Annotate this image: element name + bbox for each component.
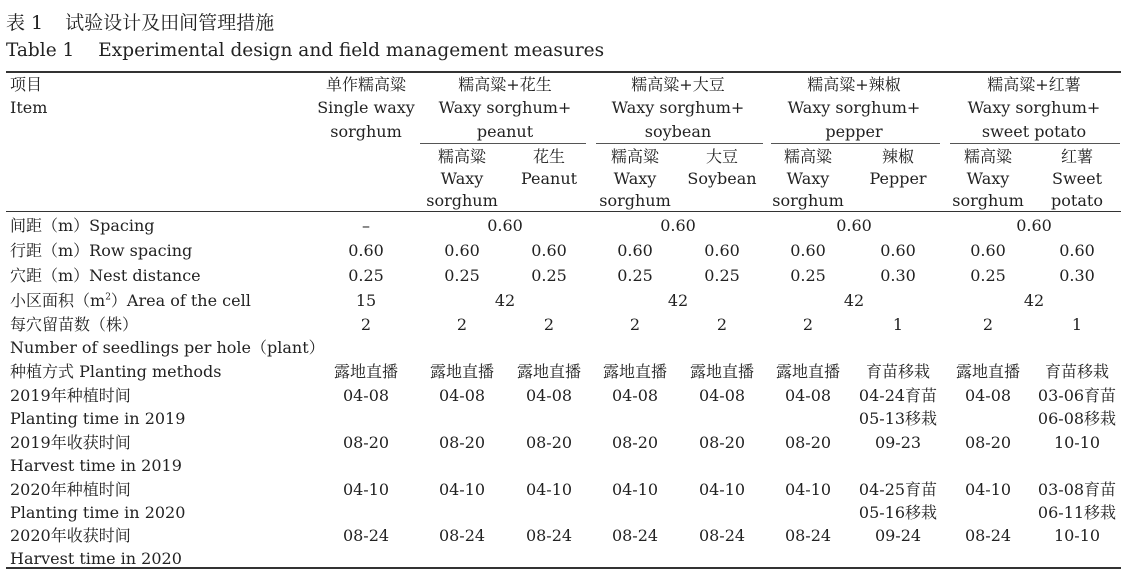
table-cell: 04-10 xyxy=(964,480,1012,499)
table-cell: 06-08移栽 xyxy=(1037,409,1117,428)
table-label-en: Table 1 xyxy=(6,40,75,61)
table-cell: 08-24 xyxy=(438,526,486,545)
header-group-en: sorghum xyxy=(330,122,402,141)
row-label xyxy=(10,289,251,312)
table-cell: 0.60 xyxy=(444,241,480,260)
row-label: 行距（m）Row spacing xyxy=(10,241,193,260)
table-cell: 09-24 xyxy=(874,526,922,545)
row-label-part: 小区面积（m xyxy=(10,291,106,310)
group-underline xyxy=(596,143,763,144)
row-label-en: Harvest time in 2020 xyxy=(10,549,182,568)
table-cell: 0.25 xyxy=(790,266,826,285)
table-cell: 0.60 xyxy=(880,241,916,260)
table-cell: 2 xyxy=(629,315,641,334)
group-underline xyxy=(950,143,1120,144)
header-group-cn: 糯高粱+辣椒 xyxy=(807,75,901,94)
table-cell: 04-08 xyxy=(964,386,1012,405)
table-cell: 1 xyxy=(892,315,904,334)
header-group-cn: 单作糯高粱 xyxy=(325,75,407,94)
group-underline xyxy=(771,143,940,144)
table-cell: 06-11移栽 xyxy=(1037,503,1117,522)
table-cell: 42 xyxy=(843,291,865,310)
table-cell: 08-24 xyxy=(964,526,1012,545)
table-cell: 08-20 xyxy=(342,433,390,452)
table-cell: 04-08 xyxy=(784,386,832,405)
table-cell: 露地直播 xyxy=(602,362,668,381)
row-label: 2020年收获时间 xyxy=(10,526,131,545)
table-cell: 0.25 xyxy=(348,266,384,285)
header-group-en: Single waxy xyxy=(317,98,415,117)
table-cell: 04-08 xyxy=(611,386,659,405)
subheader-en: Waxy xyxy=(786,169,830,188)
table-cell: 05-16移栽 xyxy=(858,503,938,522)
header-item-en: Item xyxy=(10,98,48,117)
subheader-en: potato xyxy=(1051,191,1103,210)
table-cell: 15 xyxy=(355,291,377,310)
subheader-cn: 糯高粱 xyxy=(437,147,487,166)
table-cell: 08-20 xyxy=(784,433,832,452)
table-cell: 2 xyxy=(543,315,555,334)
row-label: 种植方式 Planting methods xyxy=(10,362,222,381)
table-cell: 08-20 xyxy=(698,433,746,452)
table-cell: 露地直播 xyxy=(429,362,495,381)
table-caption-cn xyxy=(6,8,274,35)
subheader-cn: 糯高粱 xyxy=(963,147,1013,166)
table-cell: 0.30 xyxy=(880,266,916,285)
table-caption-en xyxy=(6,40,604,61)
table-cell: 08-20 xyxy=(611,433,659,452)
table-cell: 2 xyxy=(456,315,468,334)
table-cell: 2 xyxy=(982,315,994,334)
table-cell: 08-20 xyxy=(964,433,1012,452)
row-label: 2020年种植时间 xyxy=(10,480,131,499)
top-rule xyxy=(6,71,1121,73)
row-label-en: Planting time in 2020 xyxy=(10,503,186,522)
table-cell: 露地直播 xyxy=(955,362,1021,381)
subheader-en: sorghum xyxy=(772,191,844,210)
table-cell: 03-08育苗 xyxy=(1037,480,1117,499)
table-cell: 04-10 xyxy=(611,480,659,499)
table-cell: 04-10 xyxy=(784,480,832,499)
table-cell: 04-08 xyxy=(525,386,573,405)
subheader-en: Soybean xyxy=(687,169,757,188)
header-group-en: Waxy sorghum+ xyxy=(787,98,921,117)
table-cell: 04-10 xyxy=(438,480,486,499)
subheader-cn: 糯高粱 xyxy=(783,147,833,166)
table-cell: 0.30 xyxy=(1059,266,1095,285)
table-cell: 露地直播 xyxy=(775,362,841,381)
header-group-en: soybean xyxy=(644,122,712,141)
table-cell: 0.60 xyxy=(790,241,826,260)
table-cell: 2 xyxy=(360,315,372,334)
header-group-cn: 糯高粱+花生 xyxy=(458,75,552,94)
table-cell: 08-24 xyxy=(611,526,659,545)
table-cell: 露地直播 xyxy=(689,362,755,381)
table-label-cn: 表 1 xyxy=(6,12,44,34)
header-item-cn: 项目 xyxy=(10,75,43,94)
header-group-cn: 糯高粱+红薯 xyxy=(987,75,1081,94)
table-cell: 04-10 xyxy=(525,480,573,499)
table-cell: 08-24 xyxy=(342,526,390,545)
header-group-en: sweet potato xyxy=(981,122,1087,141)
table-title-en: Experimental design and field management measures xyxy=(98,40,605,61)
row-label-en: Number of seedlings per hole（plant） xyxy=(10,338,325,357)
table-cell: 0.60 xyxy=(617,241,653,260)
subheader-cn: 辣椒 xyxy=(881,147,915,166)
header-group-en: pepper xyxy=(825,122,883,141)
subheader-en: Pepper xyxy=(869,169,927,188)
header-group-cn: 糯高粱+大豆 xyxy=(631,75,725,94)
table-cell: 04-24育苗 xyxy=(858,386,938,405)
table-cell: 04-25育苗 xyxy=(858,480,938,499)
table-cell: 0.60 xyxy=(970,241,1006,260)
group-underline xyxy=(420,143,586,144)
subheader-cn: 大豆 xyxy=(705,147,739,166)
table-cell: 0.60 xyxy=(348,241,384,260)
table-cell: 育苗移栽 xyxy=(1044,362,1110,381)
row-label: 2019年种植时间 xyxy=(10,386,131,405)
table-cell: 0.60 xyxy=(836,216,872,235)
table-cell: 08-20 xyxy=(438,433,486,452)
table-cell: 露地直播 xyxy=(516,362,582,381)
row-label-en: Planting time in 2019 xyxy=(10,409,186,428)
subheader-en: Peanut xyxy=(520,169,578,188)
subheader-en: Waxy xyxy=(440,169,484,188)
table-cell: 04-08 xyxy=(342,386,390,405)
row-label: 2019年收获时间 xyxy=(10,433,131,452)
header-group-en: Waxy sorghum+ xyxy=(967,98,1101,117)
subheader-en: sorghum xyxy=(426,191,498,210)
table-cell: 2 xyxy=(716,315,728,334)
table-cell: 1 xyxy=(1071,315,1083,334)
table-cell: 04-10 xyxy=(698,480,746,499)
header-group-en: Waxy sorghum+ xyxy=(611,98,745,117)
table-cell: 08-24 xyxy=(698,526,746,545)
table-cell: 0.25 xyxy=(704,266,740,285)
table-cell: – xyxy=(362,216,370,235)
row-label: 间距（m）Spacing xyxy=(10,216,155,235)
table-cell: 0.60 xyxy=(704,241,740,260)
row-label-part: ）Area of the cell xyxy=(110,291,251,310)
table-cell: 08-24 xyxy=(525,526,573,545)
table-cell: 露地直播 xyxy=(333,362,399,381)
table-cell: 05-13移栽 xyxy=(858,409,938,428)
table-title-cn: 试验设计及田间管理措施 xyxy=(65,12,275,34)
table-cell: 42 xyxy=(667,291,689,310)
row-label-en: Harvest time in 2019 xyxy=(10,456,182,475)
table-cell: 04-08 xyxy=(438,386,486,405)
table-cell: 08-20 xyxy=(525,433,573,452)
table-cell: 42 xyxy=(494,291,516,310)
subheader-en: Waxy xyxy=(966,169,1010,188)
subheader-en: Waxy xyxy=(613,169,657,188)
subheader-en: sorghum xyxy=(599,191,671,210)
subheader-cn: 糯高粱 xyxy=(610,147,660,166)
subheader-en: Sweet xyxy=(1051,169,1103,188)
table-cell: 42 xyxy=(1023,291,1045,310)
subheader-cn: 红薯 xyxy=(1060,147,1094,166)
table-cell: 10-10 xyxy=(1053,433,1101,452)
table-cell: 04-08 xyxy=(698,386,746,405)
table-cell: 08-24 xyxy=(784,526,832,545)
row-label: 每穴留苗数（株） xyxy=(10,315,139,334)
table-cell: 03-06育苗 xyxy=(1037,386,1117,405)
table-cell: 0.60 xyxy=(660,216,696,235)
table-cell: 2 xyxy=(802,315,814,334)
table-cell: 0.25 xyxy=(617,266,653,285)
table-cell: 0.60 xyxy=(487,216,523,235)
subheader-en: sorghum xyxy=(952,191,1024,210)
table-cell: 04-10 xyxy=(342,480,390,499)
table-cell: 0.60 xyxy=(531,241,567,260)
table-cell: 0.60 xyxy=(1059,241,1095,260)
row-label-superscript: 2 xyxy=(105,292,111,303)
table-cell: 0.25 xyxy=(531,266,567,285)
row-label: 穴距（m）Nest distance xyxy=(10,266,201,285)
subheader-cn: 花生 xyxy=(532,147,566,166)
table-cell: 09-23 xyxy=(874,433,922,452)
header-group-en: Waxy sorghum+ xyxy=(438,98,572,117)
table-cell: 0.25 xyxy=(970,266,1006,285)
header-group-en: peanut xyxy=(476,122,534,141)
table-cell: 0.60 xyxy=(1016,216,1052,235)
table-cell: 育苗移栽 xyxy=(865,362,931,381)
table-cell: 0.25 xyxy=(444,266,480,285)
table-cell: 10-10 xyxy=(1053,526,1101,545)
